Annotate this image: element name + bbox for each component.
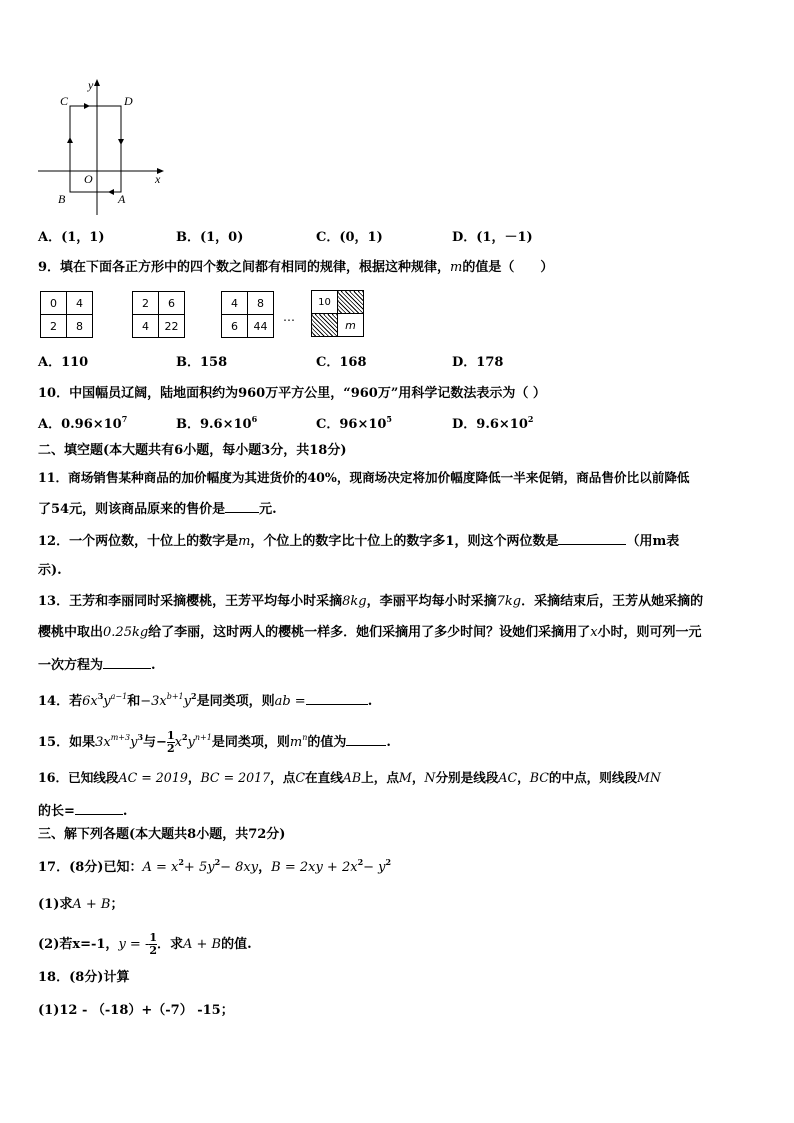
section-3-heading: 三、解下列各题(本大题共8小题，共72分) (38, 827, 286, 842)
q8-option-a: A．(1，1) (38, 230, 105, 245)
q17-part1: (1)求A + B； (38, 897, 124, 912)
section-2-heading: 二、填空题(本大题共有6小题，每小题3分，共18分) (38, 443, 347, 458)
q17-stem: 17．(8分)已知：$A = x^2+ 5y^2- 8xy$，$B = 2xy + 2x^2- y^2$ (38, 857, 392, 875)
q15: 15．如果$3x^{m+3}y^3$与− $\frac{1}{2}$ $x^2y^{n+1}$是同类项，则$m^n$的值为 . (38, 729, 391, 755)
square-3: 4 8 6 44 (221, 291, 274, 338)
q9-stem: 9．填在下面各正方形中的四个数之间都有相同的规律，根据这种规律，m的值是（ ） (38, 260, 554, 275)
q10-stem: 10．中国幅员辽阔，陆地面积约为960万平方公里，“960万”用科学记数法表示为（ ） (38, 386, 546, 401)
q12-line1: 12．一个两位数，十位上的数字是m，个位上的数字比十位上的数字多1，则这个两位数是 （用m表 (38, 534, 680, 549)
q13-line3: 一次方程为 . (38, 658, 156, 673)
q11-line2: 了54元，则该商品原来的售价是 元. (38, 502, 277, 517)
q9-option-b: B．158 (176, 355, 228, 370)
q16-line1: 16．已知线段AC = 2019，BC = 2017，点C在直线AB上，点M，N分别是线段AC，BC的中点，则线段MN (38, 770, 661, 785)
answer-blank[interactable] (306, 692, 368, 705)
q10-option-a: A．$0.96\times 10^7$ (38, 414, 128, 432)
answer-blank[interactable] (103, 656, 151, 669)
q8-option-b: B．(1，0) (176, 230, 244, 245)
answer-blank[interactable] (225, 500, 259, 513)
q11-line1: 11．商场销售某种商品的加价幅度为其进货价的40%，现商场决定将加价幅度降低一半来促销，商品售价比以前降低 (38, 470, 690, 485)
q10-option-d: D．$9.6\times 10^2$ (452, 414, 534, 432)
q13-line2: 樱桃中取出0.25kg给了李丽，这时两人的樱桃一样多．她们采摘用了多少时间？设她们采摘用了x小时，则可列一元 (38, 625, 702, 640)
q9-option-d: D．178 (452, 355, 504, 370)
q9-option-c: C．168 (316, 355, 367, 370)
origin-label: O (84, 172, 93, 186)
answer-blank[interactable] (346, 733, 386, 746)
q9-option-a: A．110 (38, 355, 89, 370)
q13-line1: 13．王芳和李丽同时采摘樱桃，王芳平均每小时采摘8kg，李丽平均每小时采摘7kg．采摘结束后，王芳从她采摘的 (38, 594, 704, 609)
axis-x-label: x (155, 172, 161, 186)
answer-blank[interactable] (558, 532, 626, 545)
hatched-cell (312, 314, 338, 337)
fraction: $\frac{1}{2}$ (166, 729, 175, 755)
q8-option-d: D．(1，－1) (452, 230, 533, 245)
q16-line2: 的长= . (38, 804, 128, 819)
q10-option-b: B．$9.6\times 10^6$ (176, 414, 258, 432)
point-c-label: C (60, 94, 69, 108)
q18-stem: 18．(8分)计算 (38, 970, 130, 985)
axis-y-label: y (88, 78, 94, 92)
hatched-cell (338, 291, 364, 314)
answer-blank[interactable] (75, 802, 123, 815)
square-2: 2 6 4 22 (132, 291, 185, 338)
fraction: $\frac{1}{2}$ (149, 931, 157, 957)
q12-line2: 示). (38, 563, 62, 578)
square-4: 10 m (311, 290, 364, 337)
q18-part1: (1)12 - （-18）+（-7） -15； (38, 1003, 234, 1018)
q14: 14．若$6x^3y^{a-1}$和$-3x^{b+1}y^2$是同类项，则ab = . (38, 691, 373, 709)
point-d-label: D (124, 94, 133, 108)
square-1: 0 4 2 8 (40, 291, 93, 338)
ellipsis: … (283, 310, 295, 324)
point-a-label: A (118, 192, 126, 206)
point-b-label: B (58, 192, 66, 206)
coordinate-figure (30, 75, 180, 220)
q10-option-c: C．$96\times 10^5$ (316, 414, 392, 432)
q8-option-c: C．(0，1) (316, 230, 383, 245)
q17-part2: (2)若x=-1，y = - $\frac{1}{2}$ ．求A + B的值. (38, 931, 252, 957)
